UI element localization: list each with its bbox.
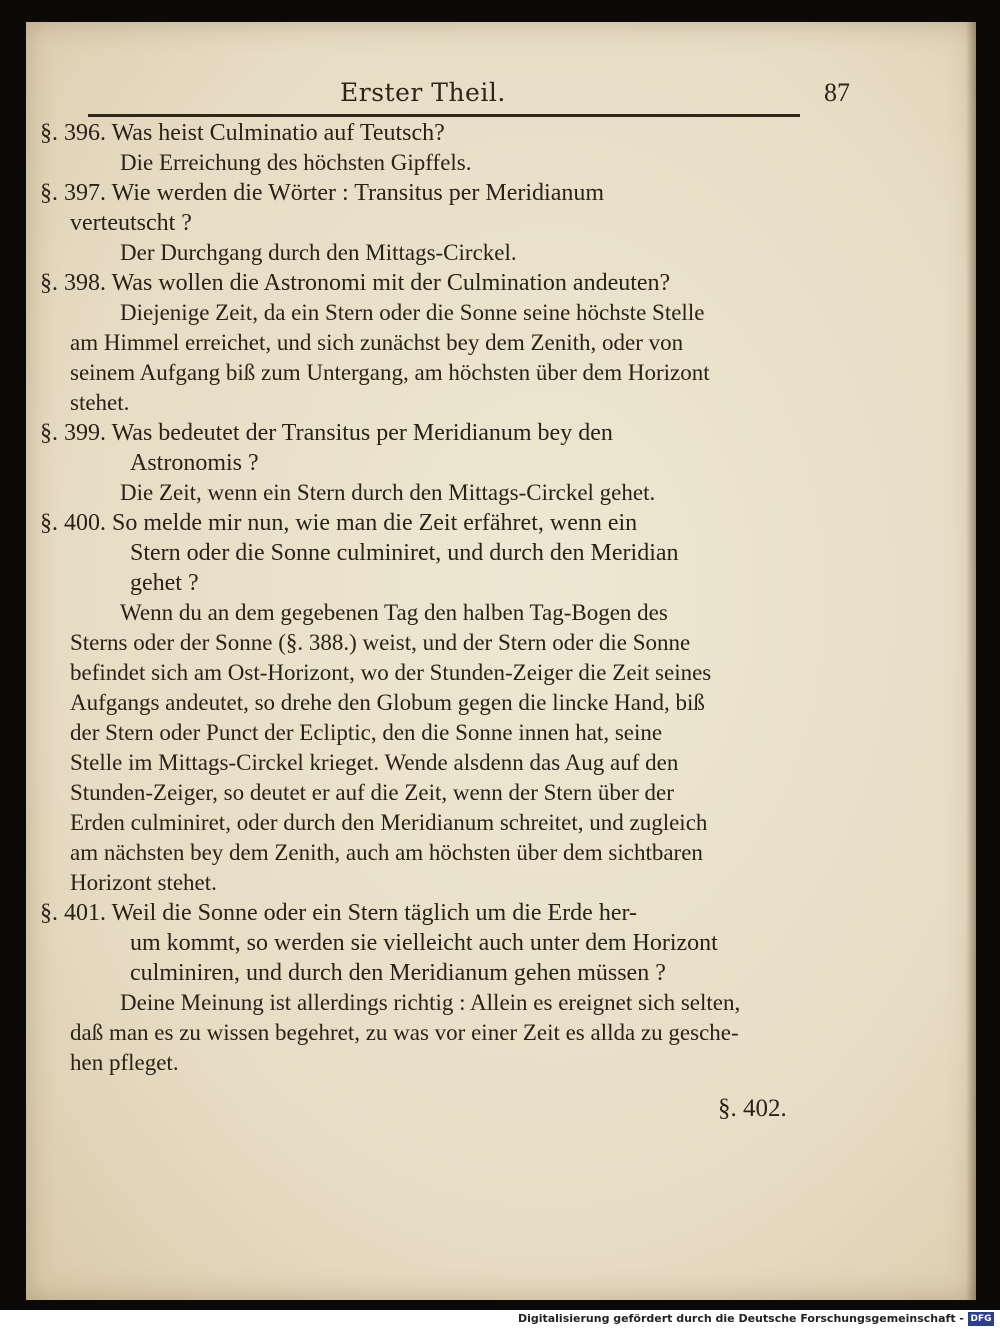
question-line: Stern oder die Sonne culminiret, und durch den Meridian (130, 540, 679, 566)
question-line: Astronomis ? (130, 450, 259, 476)
page-number: 87 (824, 78, 850, 107)
answer-line: Wenn du an dem gegebenen Tag den halben Tag-Bogen des (120, 600, 668, 625)
answer-line: Aufgangs andeutet, so drehe den Globum gegen die lincke Hand, biß (70, 690, 705, 715)
question-line: culminiren, und durch den Meridianum gehen müssen ? (130, 960, 666, 986)
question-line: §. 396. Was heist Culminatio auf Teutsch? (40, 120, 445, 146)
page-text (40, 118, 800, 1078)
answer-line: Sterns oder der Sonne (§. 388.) weist, und der Stern oder die Sonne (70, 630, 691, 655)
running-head: Erster Theil. (340, 78, 506, 107)
question-line: §. 398. Was wollen die Astronomi mit der Culmination andeuten? (40, 270, 671, 296)
answer-line: Horizont stehet. (70, 870, 217, 895)
footer-bar (0, 1310, 1000, 1329)
answer-line: Stunden-Zeiger, so deutet er auf die Zeit, wenn der Stern über der (70, 780, 674, 805)
question-line: §. 399. Was bedeutet der Transitus per Meridianum bey den (40, 420, 613, 446)
answer-line: am nächsten bey dem Zenith, auch am höchsten über dem sichtbaren (70, 840, 703, 865)
answer-line: der Stern oder Punct der Ecliptic, den die Sonne innen hat, seine (70, 720, 663, 745)
answer-line: Der Durchgang durch den Mittags-Circkel. (120, 240, 517, 265)
question-line: gehet ? (130, 570, 199, 596)
answer-line: hen pfleget. (70, 1050, 179, 1075)
page-header (90, 78, 850, 118)
answer-line: daß man es zu wissen begehret, zu was vor einer Zeit es allda zu gesche- (70, 1020, 739, 1045)
dfg-logo: DFG (968, 1312, 994, 1326)
funding-credit: Digitalisierung gefördert durch die Deutsche Forschungsgemeinschaft - (517, 1312, 964, 1325)
answer-line: stehet. (70, 390, 130, 415)
answer-line: Deine Meinung ist allerdings richtig : Allein es ereignet sich selten, (120, 990, 741, 1015)
answer-line: Die Zeit, wenn ein Stern durch den Mittags-Circkel gehet. (120, 480, 656, 505)
answer-line: seinem Aufgang biß zum Untergang, am höchsten über dem Horizont (70, 360, 710, 385)
question-line: um kommt, so werden sie vielleicht auch unter dem Horizont (130, 930, 718, 956)
answer-line: Stelle im Mittags-Circkel krieget. Wende alsdenn das Aug auf den (70, 750, 679, 775)
answer-line: am Himmel erreichet, und sich zunächst bey dem Zenith, oder von (70, 330, 684, 355)
question-line: §. 397. Wie werden die Wörter : Transitus per Meridianum (40, 180, 605, 206)
answer-line: befindet sich am Ost-Horizont, wo der Stunden-Zeiger die Zeit seines (70, 660, 712, 685)
question-line: §. 401. Weil die Sonne oder ein Stern täglich um die Erde her- (40, 900, 637, 926)
page-edge-shadow (966, 22, 976, 1300)
question-line: verteutscht ? (70, 210, 192, 236)
answer-line: Erden culminiret, oder durch den Meridianum schreitet, und zugleich (70, 810, 708, 835)
header-rule (88, 114, 800, 117)
question-line: §. 400. So melde mir nun, wie man die Zeit erfähret, wenn ein (40, 510, 638, 536)
answer-line: Die Erreichung des höchsten Gipffels. (120, 150, 472, 175)
answer-line: Diejenige Zeit, da ein Stern oder die Sonne seine höchste Stelle (120, 300, 705, 325)
catchword: §. 402. (718, 1095, 787, 1122)
